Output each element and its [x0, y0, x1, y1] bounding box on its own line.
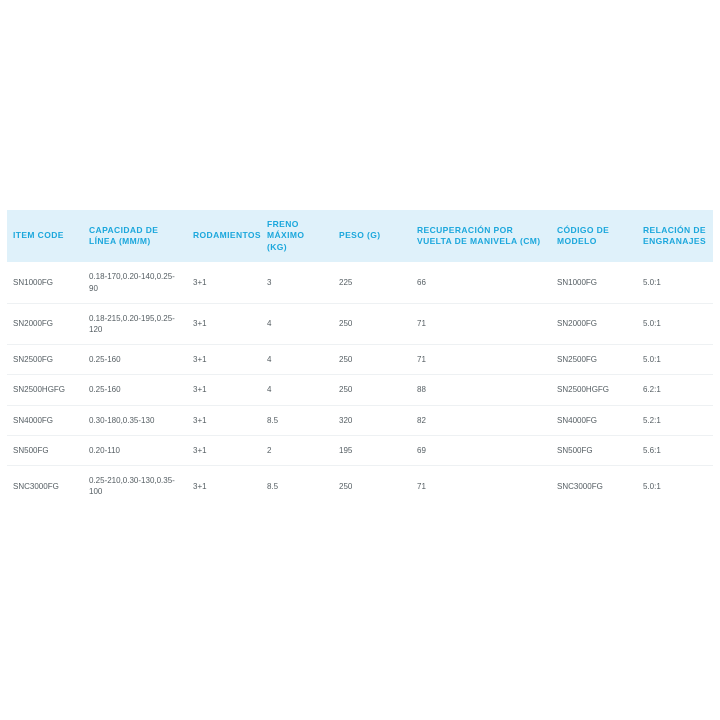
cell-weight: 195 — [333, 435, 411, 465]
cell-weight: 250 — [333, 345, 411, 375]
column-header-item-code: ITEM CODE — [7, 210, 83, 262]
column-header-weight: PESO (G) — [333, 210, 411, 262]
table-body — [7, 262, 713, 506]
cell-line-capacity: 0.18-170,0.20-140,0.25-90 — [83, 262, 187, 303]
cell-gear-ratio: 5.2:1 — [637, 405, 713, 435]
cell-item-code: SN500FG — [7, 435, 83, 465]
cell-line-capacity: 0.25-160 — [83, 375, 187, 405]
table-row — [7, 345, 713, 375]
cell-retrieve-per-crank: 82 — [411, 405, 551, 435]
cell-bearings: 3+1 — [187, 375, 261, 405]
cell-item-code: SN2500HGFG — [7, 375, 83, 405]
cell-bearings: 3+1 — [187, 262, 261, 303]
cell-max-drag: 4 — [261, 345, 333, 375]
cell-max-drag: 3 — [261, 262, 333, 303]
cell-retrieve-per-crank: 88 — [411, 375, 551, 405]
cell-item-code: SN1000FG — [7, 262, 83, 303]
column-header-model-code: CÓDIGO DE MODELO — [551, 210, 637, 262]
cell-weight: 225 — [333, 262, 411, 303]
table-row — [7, 303, 713, 344]
table-header — [7, 210, 713, 262]
cell-gear-ratio: 5.0:1 — [637, 262, 713, 303]
cell-model-code: SNC3000FG — [557, 481, 603, 491]
cell-line-capacity: 0.18-215,0.20-195,0.25-120 — [83, 303, 187, 344]
cell-weight: 320 — [333, 405, 411, 435]
cell-item-code: SN2000FG — [7, 303, 83, 344]
cell-item-code: SN4000FG — [7, 405, 83, 435]
cell-item-code: SNC3000FG — [13, 481, 59, 491]
cell-max-drag: 8.5 — [267, 481, 279, 491]
cell-line-capacity: 0.25-160 — [83, 345, 187, 375]
column-header-bearings: RODAMIENTOS — [187, 210, 261, 262]
column-header-max-drag: FRENO MÁXIMO (KG) — [261, 210, 333, 262]
cell-bearings: 3+1 — [187, 345, 261, 375]
cell-weight: 250 — [333, 375, 411, 405]
cell-line-capacity: 0.20-110 — [83, 435, 187, 465]
table-row — [7, 405, 713, 435]
cell-gear-ratio: 5.0:1 — [643, 481, 661, 491]
cell-max-drag: 8.5 — [261, 405, 333, 435]
cell-model-code: SN1000FG — [551, 262, 637, 303]
cell-max-drag: 4 — [261, 303, 333, 344]
cell-bearings: 3+1 — [193, 481, 207, 491]
cell-retrieve-per-crank: 71 — [417, 481, 426, 491]
spec-table-container — [0, 210, 720, 506]
cell-max-drag: 4 — [261, 375, 333, 405]
cell-model-code: SN2500FG — [551, 345, 637, 375]
table-row — [7, 262, 713, 303]
table-header-row — [7, 210, 713, 262]
cell-bearings: 3+1 — [187, 303, 261, 344]
cell-weight: 250 — [333, 303, 411, 344]
cell-line-capacity: 0.30-180,0.35-130 — [83, 405, 187, 435]
column-header-retrieve-per-crank: RECUPERACIÓN POR VUELTA DE MANIVELA (CM) — [411, 210, 551, 262]
column-header-gear-ratio: RELACIÓN DE ENGRANAJES — [637, 210, 713, 262]
column-header-line-capacity: CAPACIDAD DE LÍNEA (MM/M) — [83, 210, 187, 262]
cell-retrieve-per-crank: 66 — [411, 262, 551, 303]
cell-weight: 250 — [339, 481, 353, 491]
cell-max-drag: 2 — [261, 435, 333, 465]
cell-model-code: SN4000FG — [551, 405, 637, 435]
cell-model-code: SN500FG — [551, 435, 637, 465]
cell-bearings: 3+1 — [187, 435, 261, 465]
cell-retrieve-per-crank: 69 — [411, 435, 551, 465]
cell-gear-ratio: 6.2:1 — [637, 375, 713, 405]
specifications-table — [7, 210, 713, 506]
table-row — [7, 375, 713, 405]
cell-gear-ratio: 5.0:1 — [637, 303, 713, 344]
cell-item-code: SN2500FG — [7, 345, 83, 375]
cell-model-code: SN2500HGFG — [551, 375, 637, 405]
cell-line-capacity: 0.25-210,0.30-130,0.35-100 — [89, 475, 175, 497]
table-row — [7, 435, 713, 465]
cell-gear-ratio: 5.0:1 — [637, 345, 713, 375]
cell-model-code: SN2000FG — [551, 303, 637, 344]
cell-gear-ratio: 5.6:1 — [637, 435, 713, 465]
table-row — [7, 465, 713, 506]
cell-retrieve-per-crank: 71 — [411, 303, 551, 344]
cell-bearings: 3+1 — [187, 405, 261, 435]
cell-retrieve-per-crank: 71 — [411, 345, 551, 375]
